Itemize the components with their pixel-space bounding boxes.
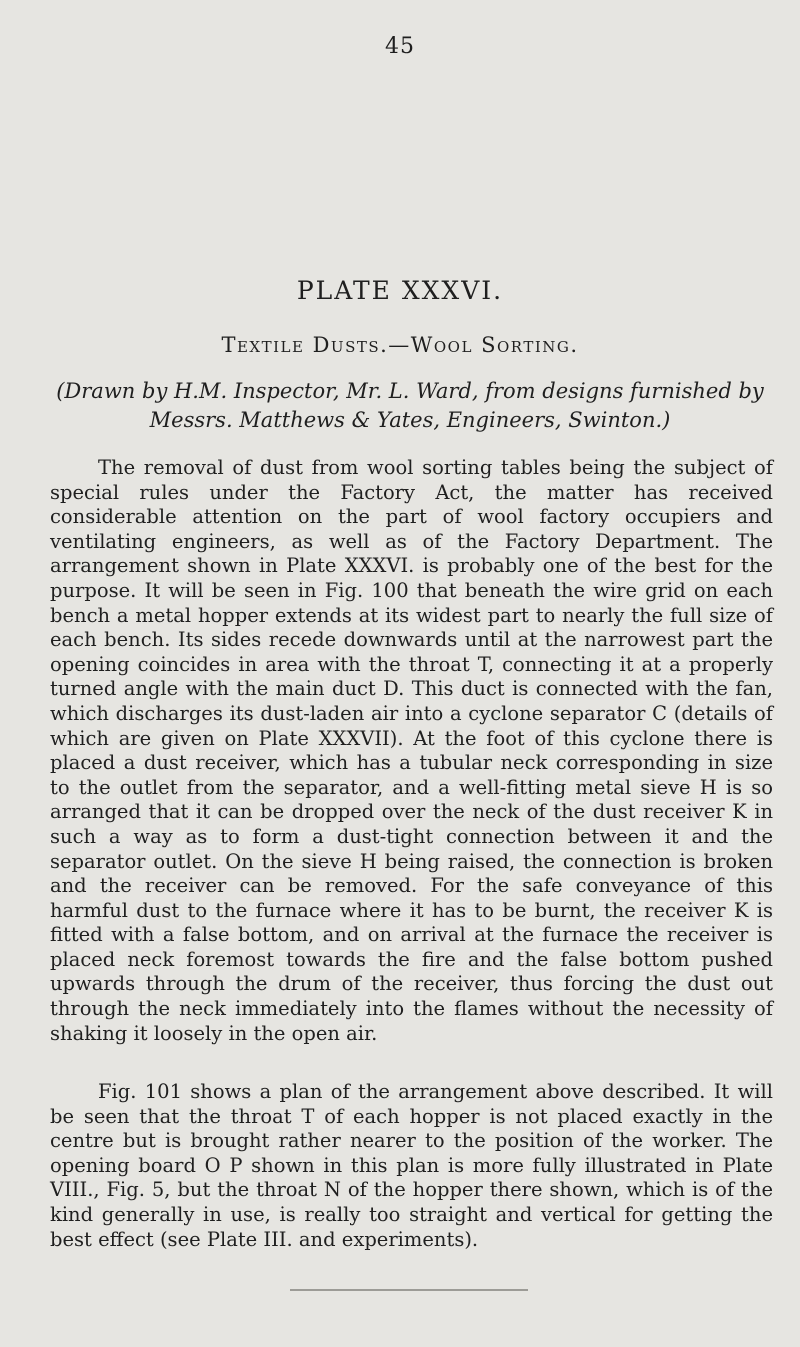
drawing-credit: (Drawn by H.M. Inspector, Mr. L. Ward, from designs furnished by Messrs. Matthews & Yates, Engineers, Swinton.): [56, 379, 764, 432]
plate-title: PLATE XXXVI.: [296, 276, 504, 305]
plate-subtitle: Textile Dusts.—Wool Sorting.: [221, 333, 579, 357]
body-paragraph-1: The removal of dust from wool sorting tables being the subject of special rules under the Factory Act, the matter has received considerable attention on the part of wool factory occupiers and ventilating engineers, as well as of the Factory Department. The arrangement shown in Plate XXXVI. is probably one of the best for the purpose. It will be seen in Fig. 100 that beneath the wire grid on each bench a metal hopper extends at its widest part to nearly the full size of each bench. Its sides recede downwards until at the narrowest part the opening coincides in area with the throat T, connecting it at a properly turned angle with the main duct D. This duct is connected with the fan, which discharges its dust-laden air into a cyclone separator C (details of which are given on Plate XXXVII). At the foot of this cyclone there is placed a dust receiver, which has a tubular neck corresponding in size to the outlet from the separator, and a well-fitting metal sieve H is so arranged that it can be dropped over the neck of the dust receiver K in such a way as to form a dust-tight connection between it and the separator outlet. On the sieve H being raised, the connection is broken and the receiver can be removed. For the safe conveyance of this harmful dust to the furnace where it has to be burnt, the receiver K is fitted with a false bottom, and on arrival at the furnace the receiver is placed neck foremost towards the fire and the false bottom pushed upwards through the drum of the receiver, thus forcing the dust out through the neck immediately into the flames without the necessity of shaking it loosely in the open air.: [50, 456, 773, 1045]
page-number: 45: [385, 34, 415, 59]
body-paragraph-2: Fig. 101 shows a plan of the arrangement above described. It will be seen that the throat T of each hopper is not placed exactly in the centre but is brought rather nearer to the position of the worker. The opening board O P shown in this plan is more fully illustrated in Plate VIII., Fig. 5, but the throat N of the hopper there shown, which is of the kind generally in use, is really too straight and vertical for getting the best effect (see Plate III. and experiments).: [50, 1080, 773, 1251]
section-divider: [290, 1289, 528, 1291]
